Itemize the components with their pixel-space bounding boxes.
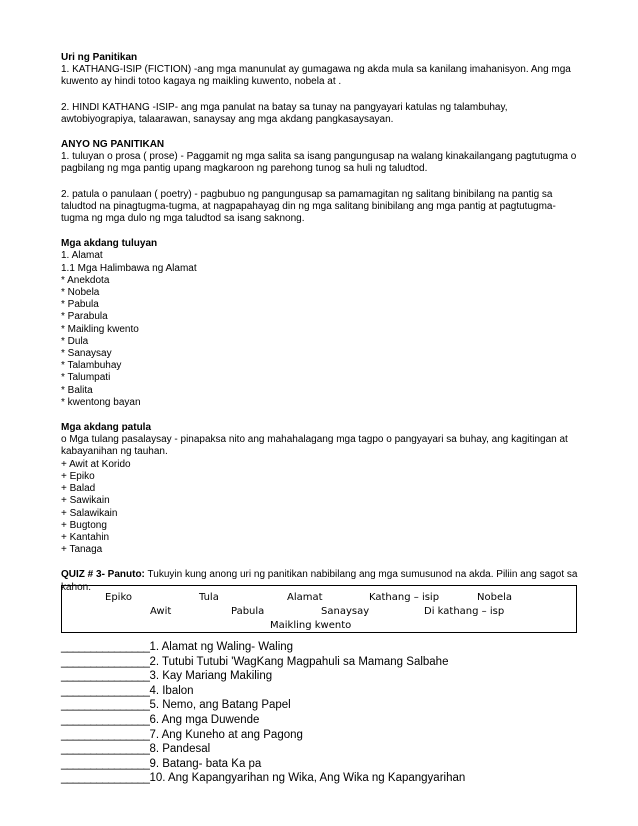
answer-blank[interactable]: _______________ <box>61 699 150 712</box>
answer-blank[interactable]: _______________ <box>61 713 150 726</box>
choice-item: Di kathang – isp <box>424 606 505 617</box>
quiz-item <box>61 771 581 786</box>
choice-item: Tula <box>199 592 219 603</box>
tuluyan-list <box>61 250 581 409</box>
document-body <box>61 52 581 594</box>
quiz-item <box>61 728 581 743</box>
answer-blank[interactable]: _______________ <box>61 670 150 683</box>
answer-blank[interactable]: _______________ <box>61 655 150 668</box>
list-item: 1. Alamat <box>61 250 103 262</box>
quiz-item <box>61 757 581 772</box>
list-item: * Balita <box>61 384 93 396</box>
list-item: * Nobela <box>61 287 100 299</box>
list-item: + Salawikain <box>61 507 118 519</box>
answer-blank[interactable]: _______________ <box>61 743 150 756</box>
patula-definition: 2. patula o panulaan ( poetry) - pagbubuo ng pangungusap sa pamamagitan ng salitang binibilang na pantig sa taludtod na pinagtugma-tugma, at nagpapahayag din ng mga salitang binibilang ang mga pantig at pagtutugma-tugma ng mga dulo ng mga taludtod sa isang saknong. <box>61 188 556 225</box>
quiz-item-text: 3. Kay Mariang Makiling <box>149 670 273 683</box>
list-item: + Epiko <box>61 470 95 482</box>
quiz-item-text: 8. Pandesal <box>149 743 211 756</box>
hindi-kathang-isip-paragraph: 2. HINDI KATHANG -ISIP- ang mga panulat na batay sa tunay na pangyayari katulas ng talambuhay, awtobiyograpiya, talaarawan, sanaysay ang mga akdang pangkasaysayan. <box>61 101 508 125</box>
choice-item: Kathang – isip <box>369 592 440 603</box>
quiz-item-text: 4. Ibalon <box>149 684 194 697</box>
list-item: * Parabula <box>61 311 108 323</box>
tuluyan-heading: Mga akdang tuluyan <box>61 238 158 250</box>
list-item: * Pabula <box>61 299 99 311</box>
quiz-item <box>61 742 581 757</box>
quiz-item-text: 9. Batang- bata Ka pa <box>149 757 262 770</box>
quiz-item <box>61 640 581 655</box>
quiz-item-text: 7. Ang Kuneho at ang Pagong <box>149 728 303 741</box>
quiz-item <box>61 684 581 699</box>
quiz-item <box>61 655 581 670</box>
answer-choices-box <box>61 585 577 633</box>
quiz-item-text: 5. Nemo, ang Batang Papel <box>149 699 291 712</box>
list-item: * Anekdota <box>61 274 110 286</box>
choice-item: Sanaysay <box>321 606 370 617</box>
list-item: * Talumpati <box>61 372 111 384</box>
quiz-item <box>61 713 581 728</box>
tuluyan-definition: 1. tuluyan o prosa ( prose) - Paggamit ng mga salita sa isang pangungusap na walang kinakailangang pagtutugma o pagbilang ng mga pantig upang magkaroon ng parehong tunog sa huli ng taludtod. <box>61 151 577 175</box>
choice-item: Maikling kwento <box>270 620 352 631</box>
choice-item: Alamat <box>287 592 323 603</box>
list-item: * Talambuhay <box>61 360 122 372</box>
quiz-label: QUIZ # 3- Panuto: <box>61 569 145 581</box>
list-item: * kwentong bayan <box>61 396 141 408</box>
choice-item: Epiko <box>105 592 132 603</box>
answer-blank[interactable]: _______________ <box>61 772 150 785</box>
list-item: + Bugtong <box>61 519 107 531</box>
answer-blank[interactable]: _______________ <box>61 641 150 653</box>
patula-intro: o Mga tulang pasalaysay - pinapaksa nito ang mahahalagang mga tagpo o pangyayari sa buhay, ang kagitingan at kabayanihan ng tauhan. <box>61 434 568 458</box>
choice-item: Nobela <box>477 592 513 603</box>
choice-item: Pabula <box>231 606 265 617</box>
answer-blank[interactable]: _______________ <box>61 757 150 770</box>
list-item: + Balad <box>61 483 96 495</box>
quiz-item <box>61 698 581 713</box>
list-item: * Maikling kwento <box>61 323 139 335</box>
uri-heading: Uri ng Panitikan <box>61 52 138 63</box>
list-item: * Dula <box>61 335 89 347</box>
anyo-heading: ANYO NG PANITIKAN <box>61 139 165 151</box>
list-item: + Tanaga <box>61 544 103 556</box>
quiz-item <box>61 669 581 684</box>
answer-blank[interactable]: _______________ <box>61 684 150 697</box>
quiz-items-list <box>61 640 581 786</box>
list-item: 1.1 Mga Halimbawa ng Alamat <box>61 262 197 274</box>
quiz-item-text: 6. Ang mga Duwende <box>149 713 260 726</box>
list-item: + Sawikain <box>61 495 110 507</box>
patula-heading: Mga akdang patula <box>61 422 152 434</box>
list-item: * Sanaysay <box>61 348 112 360</box>
quiz-item-text: 10. Ang Kapangyarihan ng Wika, Ang Wika ng Kapangyarihan <box>149 772 466 785</box>
quiz-instruction-text: Tukuyin kung anong uri ng panitikan nabibilang ang mga sumusunod na akda. Piliin ang sagot sa kahon. <box>61 569 578 593</box>
list-item: + Awit at Korido <box>61 458 131 470</box>
patula-list <box>61 459 581 557</box>
kathang-isip-paragraph: 1. KATHANG-ISIP (FICTION) -ang mga manunulat ay gumagawa ng akda mula sa kanilang imahanisyon. Ang mga kuwento ay hindi totoo kagaya ng maikling kuwento, nobela at . <box>61 64 571 88</box>
answer-blank[interactable]: _______________ <box>61 728 150 741</box>
list-item: + Kantahin <box>61 531 110 543</box>
quiz-item-text: 2. Tutubi Tutubi 'WagKang Magpahuli sa Mamang Salbahe <box>149 655 449 668</box>
choice-item: Awit <box>150 606 172 617</box>
quiz-item-text: 1. Alamat ng Waling- Waling <box>149 641 294 653</box>
